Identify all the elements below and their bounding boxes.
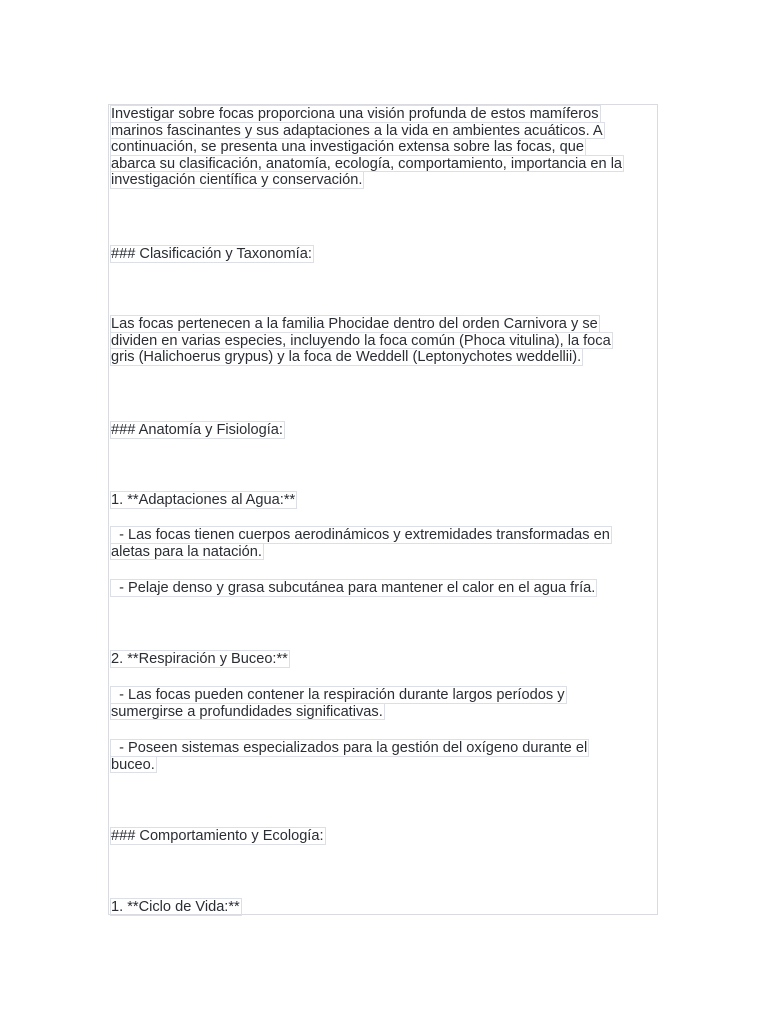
list-item-breathing-bullet-2: [110, 739, 589, 773]
text-line: Las focas pertenecen a la familia Phocidae dentro del orden Carnivora y se: [111, 316, 598, 332]
heading-anatomy: [110, 421, 285, 439]
list-item-breathing-title: [110, 650, 290, 668]
text-line: abarca su clasificación, anatomía, ecología, comportamiento, importancia en la: [111, 155, 623, 172]
text-line: continuación, se presenta una investigación extensa sobre las focas, que: [111, 139, 584, 156]
bullet-line: - Pelaje denso y grasa subcutánea para mantener el calor en el agua fría.: [111, 580, 596, 596]
text-line: investigación científica y conservación.: [111, 172, 363, 189]
intro-paragraph: [110, 105, 624, 189]
bullet-line: sumergirse a profundidades significativas.: [111, 703, 383, 720]
text-line: gris (Halichoerus grypus) y la foca de Weddell (Leptonychotes weddellii).: [111, 349, 582, 366]
list-item-title: 1. **Adaptaciones al Agua:**: [111, 492, 296, 508]
bullet-line: aletas para la natación.: [111, 543, 262, 560]
list-item-adaptations-title: [110, 491, 297, 509]
text-line: Investigar sobre focas proporciona una visión profunda de estos mamíferos: [111, 106, 599, 122]
list-item-title: 2. **Respiración y Buceo:**: [111, 651, 288, 667]
bullet-line: - Las focas pueden contener la respiración durante largos períodos y: [111, 687, 565, 703]
text-line: marinos fascinantes y sus adaptaciones a la vida en ambientes acuáticos. A: [111, 122, 603, 139]
list-item-title: 1. **Ciclo de Vida:**: [111, 899, 240, 915]
heading-behavior: [110, 827, 326, 845]
bullet-line: - Poseen sistemas especializados para la gestión del oxígeno durante el: [111, 740, 588, 756]
classification-paragraph: [110, 315, 613, 366]
heading-text: ### Comportamiento y Ecología:: [111, 828, 324, 844]
heading-classification: [110, 245, 314, 263]
list-item-breathing-bullet-1: [110, 686, 567, 720]
heading-text: ### Anatomía y Fisiología:: [111, 422, 283, 438]
heading-text: ### Clasificación y Taxonomía:: [111, 246, 312, 262]
list-item-lifecycle-title: [110, 898, 242, 916]
bullet-line: - Las focas tienen cuerpos aerodinámicos y extremidades transformadas en: [111, 527, 610, 543]
bullet-line: buceo.: [111, 756, 155, 773]
text-line: dividen en varias especies, incluyendo la foca común (Phoca vitulina), la foca: [111, 332, 611, 349]
list-item-adaptations-bullet-1: [110, 526, 612, 560]
list-item-adaptations-bullet-2: [110, 579, 597, 597]
